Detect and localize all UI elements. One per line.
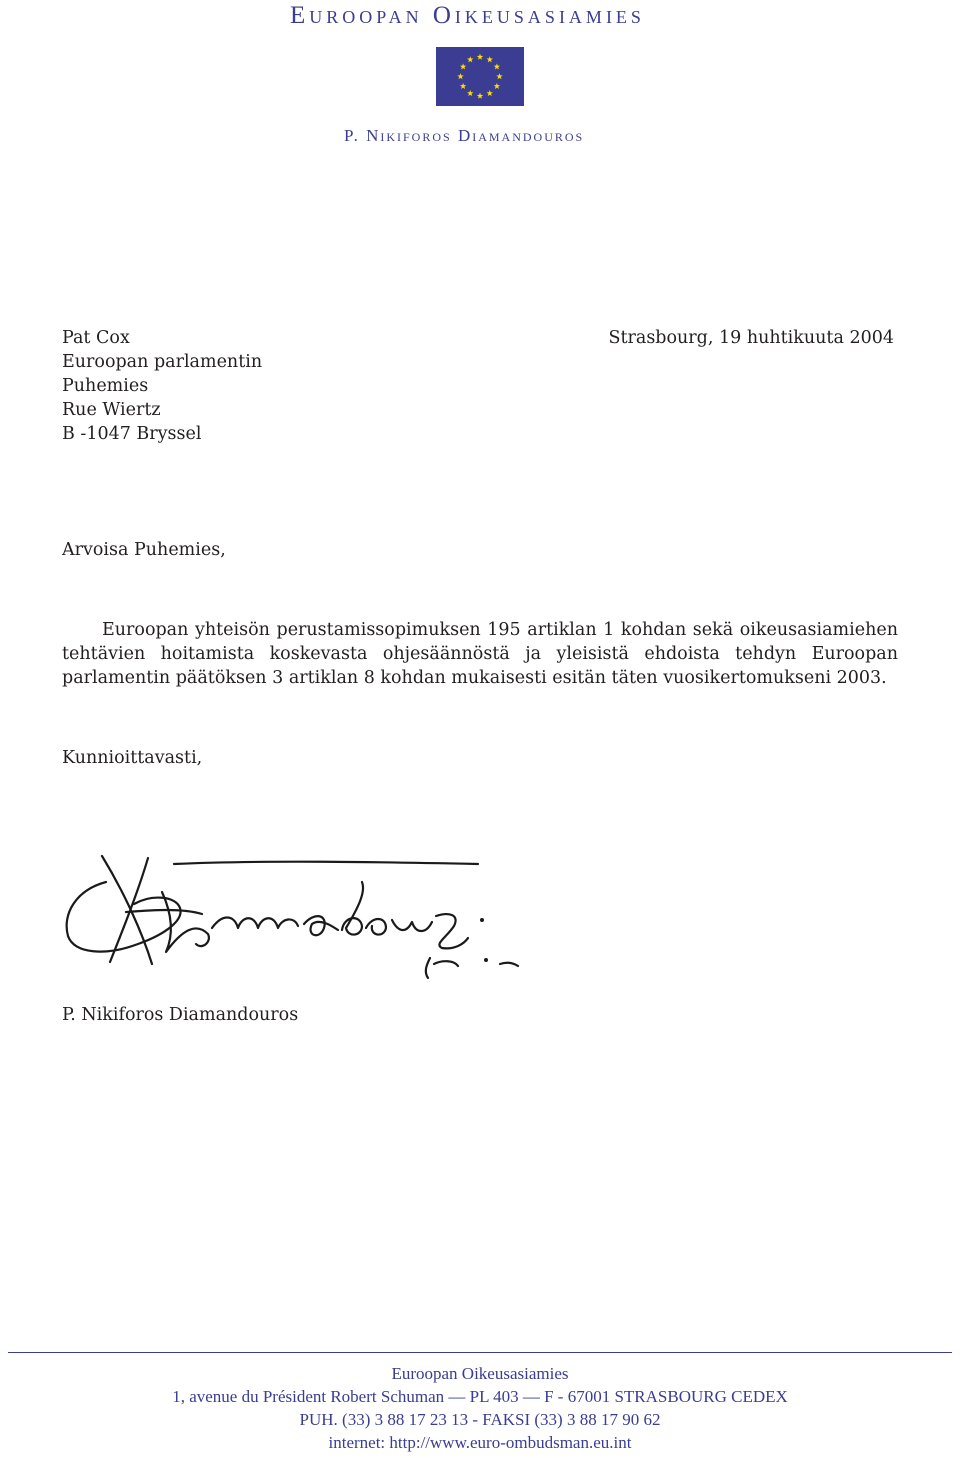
eu-flag-icon <box>436 47 524 106</box>
closing: Kunnioittavasti, <box>62 748 203 768</box>
recipient-city: B -1047 Bryssel <box>62 424 202 444</box>
footer-phone: PUH. (33) 3 88 17 23 13 - FAKSI (33) 3 88 17 90 62 <box>299 1410 661 1429</box>
signer-name: P. Nikiforos Diamandouros <box>62 1005 299 1025</box>
handwritten-signature <box>62 852 522 984</box>
recipient-address <box>62 326 262 446</box>
letter-body: Euroopan yhteisön perustamissopimuksen 195 artiklan 1 kohdan sekä oikeusasiamiehen tehtävien hoitamista koskevasta ohjesäännöstä ja yleisistä ehdoista tehdyn Euroopan parlamentin päätöksen 3 artiklan 8 kohdan mukaisesti esitän täten vuosikertomukseni 2003. <box>62 620 898 688</box>
org-title: Euroopan Oikeusasiamies <box>290 2 645 29</box>
footer-website: internet: http://www.euro-ombudsman.eu.int <box>328 1433 632 1452</box>
salutation: Arvoisa Puhemies, <box>62 540 226 560</box>
footer-address: 1, avenue du Président Robert Schuman — PL 403 — F - 67001 STRASBOURG CEDEX <box>172 1387 788 1406</box>
recipient-street: Rue Wiertz <box>62 400 161 420</box>
letter-date: Strasbourg, 19 huhtikuuta 2004 <box>608 328 894 348</box>
recipient-role: Puhemies <box>62 376 149 396</box>
recipient-org: Euroopan parlamentin <box>62 352 263 372</box>
person-title: P. Nikiforos Diamandouros <box>344 126 585 145</box>
footer-divider <box>8 1352 952 1353</box>
recipient-name: Pat Cox <box>62 328 130 348</box>
footer <box>0 1362 960 1454</box>
footer-org: Euroopan Oikeusasiamies <box>391 1364 569 1383</box>
